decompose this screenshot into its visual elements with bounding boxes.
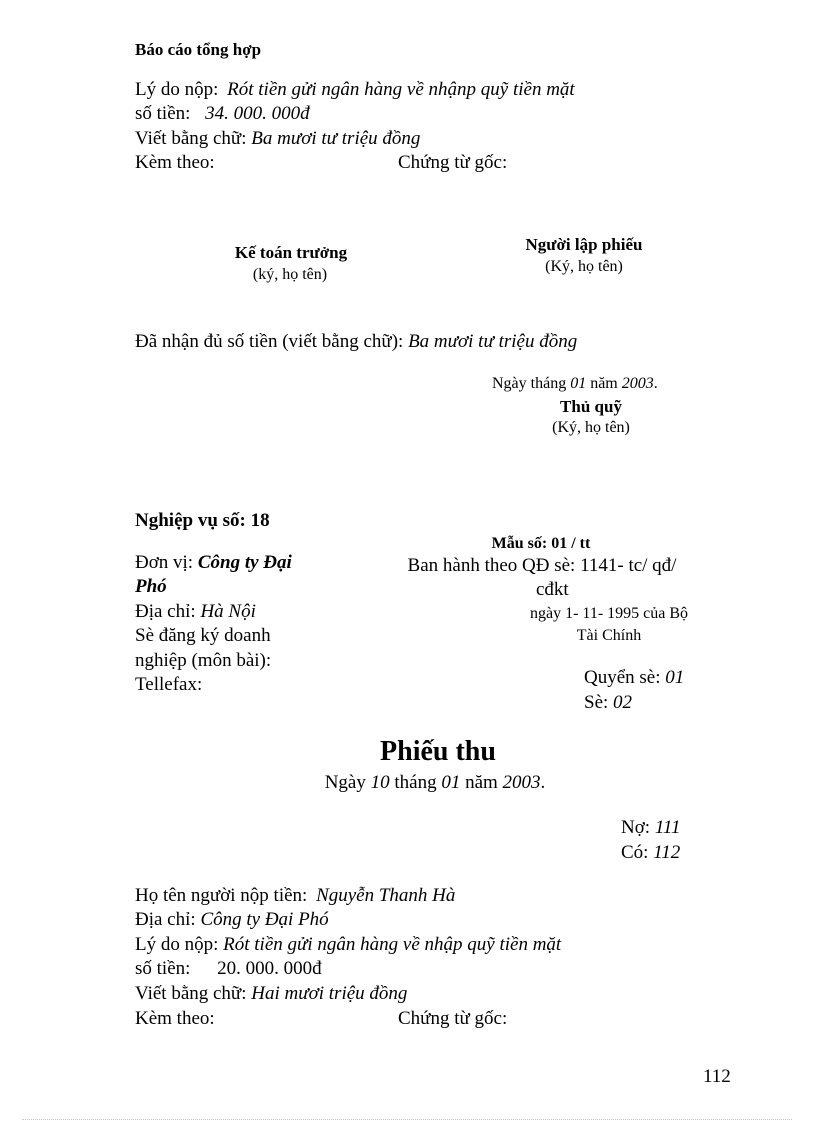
receipt-words-line [135, 983, 407, 1005]
decree-date: ngày 1- 11- 1995 của Bộ [529, 605, 689, 622]
page-number: 112 [703, 1066, 731, 1087]
debit-line [621, 817, 681, 839]
form-number: Mẫu số: 01 / tt [491, 535, 591, 552]
unit-value-2: Phó [135, 576, 167, 597]
debit-value: 111 [654, 817, 681, 838]
unit-label: Đơn vị: [135, 552, 194, 573]
receipt-date-line [325, 772, 546, 794]
preparer-sign-note: (Ký, họ tên) [545, 258, 623, 275]
report-date-prefix: Ngày tháng [492, 375, 567, 392]
transaction-address-line [135, 601, 256, 623]
debit-label: Nợ: [621, 817, 651, 838]
doc-number-label: Sè: [584, 692, 609, 713]
transaction-address-value: Hà Nội [200, 601, 256, 622]
report-date-month: 01 [570, 375, 587, 392]
receipt-date-end: . [540, 772, 546, 793]
tellefax-label: Tellefax: [135, 674, 203, 695]
receipt-address-value: Công ty Đại Phó [200, 909, 329, 930]
receipt-title: Phiếu thu [380, 736, 496, 767]
report-words-line [135, 128, 420, 150]
report-original-label: Chứng từ gốc: [398, 152, 508, 173]
report-date-year: 2003 [621, 375, 654, 392]
report-amount-label: số tiền: [135, 103, 191, 124]
receipt-address-line [135, 909, 329, 931]
receipt-attach-label: Kèm theo: [135, 1008, 215, 1029]
payer-value: Nguyễn Thanh Hà [316, 885, 456, 906]
receipt-reason-label: Lý do nộp: [135, 934, 219, 955]
receipt-words-value: Hai mươi triệu đồng [251, 983, 408, 1004]
credit-value: 112 [653, 842, 681, 863]
registration-line-2: nghiệp (môn bài): [135, 650, 272, 671]
report-reason-line [135, 79, 575, 101]
receipt-day: 10 [370, 772, 390, 793]
receipt-month-label: tháng [394, 772, 437, 793]
unit-value-1: Công ty Đại [197, 552, 292, 573]
report-words-value: Ba mươi tư triệu đồng [251, 128, 421, 149]
receipt-day-label: Ngày [324, 772, 366, 793]
book-number-value: 01 [665, 667, 685, 688]
page-bottom-divider [22, 1119, 792, 1120]
receipt-address-label: Địa chỉ: [135, 909, 196, 930]
receipt-amount-line [135, 958, 322, 980]
decree-line-2: cđkt [536, 579, 569, 600]
receipt-amount-value: 20. 000. 000đ [217, 958, 322, 979]
report-reason-value: Rót tiền gửi ngân hàng về nhậnp quỹ tiền mặt [227, 79, 575, 100]
transaction-address-label: Địa chỉ: [135, 601, 196, 622]
receipt-words-label: Viết bằng chữ: [135, 983, 247, 1004]
credit-line [621, 842, 680, 864]
report-amount-line [135, 103, 310, 125]
received-value: Ba mươi tư triệu đồng [408, 331, 578, 352]
received-label: Đã nhận đủ số tiền (viết bằng chữ): [135, 331, 404, 352]
chief-accountant-title: Kế toán trưởng [234, 243, 348, 262]
book-number-label: Quyển sè: [584, 667, 661, 688]
chief-accountant-sign-note: (ký, họ tên) [252, 266, 328, 283]
payer-label: Họ tên người nộp tiền: [135, 885, 308, 906]
book-number-line [584, 667, 684, 689]
credit-label: Có: [621, 842, 649, 863]
report-reason-label: Lý do nộp: [135, 79, 219, 100]
payer-line [135, 885, 455, 907]
report-title: Báo cáo tổng hợp [135, 40, 262, 59]
transaction-label: Nghiệp vụ số: 18 [135, 510, 270, 531]
decree-line-1: Ban hành theo QĐ sè: 1141- tc/ qđ/ [407, 555, 677, 576]
registration-line-1: Sè đăng ký doanh [135, 625, 271, 646]
receipt-year-label: năm [465, 772, 498, 793]
preparer-title: Người lập phiếu [525, 235, 643, 254]
report-date-year-label: năm [590, 375, 618, 392]
receipt-original-label: Chứng từ gốc: [398, 1008, 508, 1029]
report-amount-value: 34. 000. 000đ [205, 103, 310, 124]
cashier-title: Thủ quỹ [560, 397, 622, 416]
ministry-name: Tài Chính [576, 627, 642, 644]
doc-number-value: 02 [613, 692, 633, 713]
receipt-reason-value: Rót tiền gửi ngân hàng về nhập quỹ tiền mặt [223, 934, 562, 955]
report-words-label: Viết bằng chữ: [135, 128, 247, 149]
unit-line [135, 552, 292, 574]
receipt-amount-label: số tiền: [135, 958, 191, 979]
receipt-month: 01 [441, 772, 461, 793]
cashier-sign-note: (Ký, họ tên) [552, 419, 630, 436]
receipt-reason-line [135, 934, 561, 956]
report-date-suffix: . [653, 375, 658, 392]
doc-number-line [584, 692, 632, 714]
report-attach-label: Kèm theo: [135, 152, 215, 173]
received-line [135, 331, 577, 353]
receipt-year: 2003 [502, 772, 541, 793]
report-date-line [492, 375, 658, 393]
